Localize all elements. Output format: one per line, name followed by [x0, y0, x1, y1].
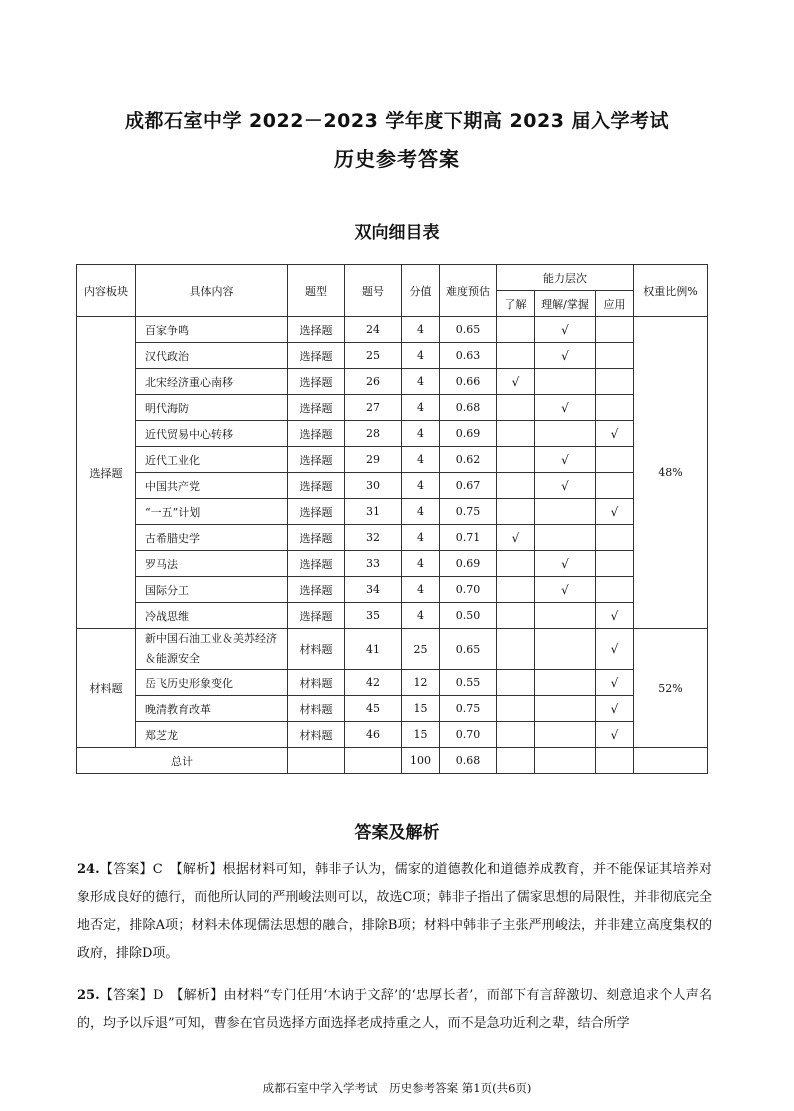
apply-check-cell [596, 447, 634, 473]
type-cell: 选择题 [288, 343, 345, 369]
header-number: 题号 [345, 265, 402, 317]
block-cell: 选择题 [77, 317, 136, 629]
type-cell: 材料题 [288, 629, 345, 670]
apply-check-cell [596, 577, 634, 603]
type-cell: 选择题 [288, 395, 345, 421]
weight-cell: 48% [634, 317, 708, 629]
answers-section-title: 答案及解析 [354, 823, 440, 843]
type-cell: 选择题 [288, 551, 345, 577]
type-cell: 选择题 [288, 499, 345, 525]
page-footer: 成都石室中学入学考试 历史参考答案 第1页(共6页) [262, 1081, 532, 1095]
score-cell: 4 [402, 473, 440, 499]
understand-check-cell [497, 447, 535, 473]
score-cell: 4 [402, 395, 440, 421]
answer-number: 24. [77, 862, 100, 877]
number-cell: 41 [345, 629, 402, 670]
difficulty-cell: 0.50 [440, 603, 497, 629]
weight-cell: 52% [634, 629, 708, 748]
difficulty-cell: 0.63 [440, 343, 497, 369]
header-grasp: 理解/掌握 [535, 291, 596, 317]
number-cell: 24 [345, 317, 402, 343]
difficulty-cell: 0.71 [440, 525, 497, 551]
score-cell: 4 [402, 603, 440, 629]
content-cell: 北宋经济重心南移 [136, 369, 288, 395]
grasp-check-cell: √ [535, 473, 596, 499]
difficulty-cell: 0.75 [440, 499, 497, 525]
grasp-check-cell [535, 603, 596, 629]
header-block: 内容板块 [77, 265, 136, 317]
apply-check-cell: √ [596, 603, 634, 629]
content-cell: 近代工业化 [136, 447, 288, 473]
difficulty-cell: 0.65 [440, 317, 497, 343]
grasp-check-cell [535, 722, 596, 748]
understand-check-cell [497, 722, 535, 748]
understand-check-cell [497, 317, 535, 343]
difficulty-cell: 0.75 [440, 696, 497, 722]
apply-check-cell: √ [596, 670, 634, 696]
apply-check-cell: √ [596, 421, 634, 447]
score-cell: 4 [402, 525, 440, 551]
type-cell: 选择题 [288, 473, 345, 499]
grasp-check-cell [535, 421, 596, 447]
content-cell: 国际分工 [136, 577, 288, 603]
grasp-check-cell [535, 369, 596, 395]
answer-number: 25. [77, 988, 100, 1003]
number-cell: 33 [345, 551, 402, 577]
grasp-check-cell [535, 696, 596, 722]
apply-check-cell: √ [596, 696, 634, 722]
difficulty-cell: 0.70 [440, 577, 497, 603]
table-row [77, 421, 708, 447]
number-cell: 34 [345, 577, 402, 603]
apply-check-cell [596, 551, 634, 577]
score-cell: 12 [402, 670, 440, 696]
apply-check-cell [596, 473, 634, 499]
number-cell: 30 [345, 473, 402, 499]
table-row [77, 317, 708, 343]
understand-check-cell: √ [497, 525, 535, 551]
header-apply: 应用 [596, 291, 634, 317]
grasp-check-cell: √ [535, 343, 596, 369]
apply-check-cell: √ [596, 722, 634, 748]
content-cell: 中国共产党 [136, 473, 288, 499]
score-cell: 4 [402, 551, 440, 577]
answer-text: 【答案】C 【解析】根据材料可知，韩非子认为，儒家的道德教化和道德养成教育，并不能保证其培养对象形成良好的德行，而他所认同的严刑峻法则可以，故选C项；韩非子指出了儒家思想的局限性，并非彻底完全地否定，排除A项；材料未体现儒法思想的融合，排除B项；材料中韩非子主张严刑峻法，并非建立高度集权的政府，排除D项。 [77, 862, 712, 961]
table-row [77, 473, 708, 499]
type-cell: 材料题 [288, 696, 345, 722]
difficulty-cell: 0.67 [440, 473, 497, 499]
total-row [77, 748, 708, 774]
table-row [77, 577, 708, 603]
answer-item [77, 856, 712, 968]
page-title: 成都石室中学 2022－2023 学年度下期高 2023 届入学考试 [124, 110, 670, 132]
apply-check-cell [596, 525, 634, 551]
header-content: 具体内容 [136, 265, 288, 317]
table-row [77, 525, 708, 551]
understand-check-cell [497, 629, 535, 670]
header-understand: 了解 [497, 291, 535, 317]
number-cell: 31 [345, 499, 402, 525]
understand-check-cell [497, 499, 535, 525]
score-cell: 15 [402, 722, 440, 748]
difficulty-cell: 0.69 [440, 551, 497, 577]
number-cell: 42 [345, 670, 402, 696]
score-cell: 15 [402, 696, 440, 722]
table-body [77, 317, 708, 774]
apply-check-cell [596, 395, 634, 421]
score-cell: 4 [402, 369, 440, 395]
grasp-check-cell: √ [535, 317, 596, 343]
difficulty-cell: 0.68 [440, 395, 497, 421]
number-cell: 29 [345, 447, 402, 473]
header-weight: 权重比例% [634, 265, 708, 317]
empty-cell [634, 748, 708, 774]
score-cell: 4 [402, 499, 440, 525]
grasp-check-cell [535, 629, 596, 670]
number-cell: 27 [345, 395, 402, 421]
grasp-check-cell: √ [535, 577, 596, 603]
table-row [77, 722, 708, 748]
number-cell: 32 [345, 525, 402, 551]
table-row [77, 603, 708, 629]
difficulty-cell: 0.62 [440, 447, 497, 473]
content-cell: 新中国石油工业＆美苏经济＆能源安全 [136, 629, 288, 670]
header-score: 分值 [402, 265, 440, 317]
understand-check-cell: √ [497, 369, 535, 395]
table-row [77, 696, 708, 722]
type-cell: 选择题 [288, 525, 345, 551]
answer-text: 【答案】D 【解析】由材料“专门任用‘木讷于文辞’的‘忠厚长者’，而部下有言辞激切、刻意追求个人声名的，均予以斥退”可知，曹参在官员选择方面选择老成持重之人，而不是急功近利之辈，结合所学 [77, 988, 712, 1031]
understand-check-cell [497, 551, 535, 577]
type-cell: 选择题 [288, 447, 345, 473]
difficulty-cell: 0.66 [440, 369, 497, 395]
understand-check-cell [497, 670, 535, 696]
table-row [77, 343, 708, 369]
total-difficulty: 0.68 [440, 748, 497, 774]
header-type: 题型 [288, 265, 345, 317]
type-cell: 选择题 [288, 603, 345, 629]
grasp-check-cell: √ [535, 395, 596, 421]
understand-check-cell [497, 395, 535, 421]
type-cell: 选择题 [288, 317, 345, 343]
difficulty-cell: 0.65 [440, 629, 497, 670]
empty-cell [535, 748, 596, 774]
block-cell: 材料题 [77, 629, 136, 748]
total-label: 总计 [77, 748, 288, 774]
content-cell: 罗马法 [136, 551, 288, 577]
apply-check-cell [596, 369, 634, 395]
two-way-detail-table [76, 264, 708, 774]
page-subtitle: 历史参考答案 [334, 147, 460, 171]
content-cell: 郑芝龙 [136, 722, 288, 748]
header-ability: 能力层次 [497, 265, 634, 291]
apply-check-cell [596, 343, 634, 369]
content-cell: 岳飞历史形象变化 [136, 670, 288, 696]
total-score: 100 [402, 748, 440, 774]
content-cell: “一五”计划 [136, 499, 288, 525]
type-cell: 材料题 [288, 670, 345, 696]
empty-cell [288, 748, 345, 774]
content-cell: 晚清教育改革 [136, 696, 288, 722]
understand-check-cell [497, 473, 535, 499]
number-cell: 46 [345, 722, 402, 748]
table-row [77, 395, 708, 421]
understand-check-cell [497, 577, 535, 603]
table-row [77, 551, 708, 577]
content-cell: 古希腊史学 [136, 525, 288, 551]
content-cell: 近代贸易中心转移 [136, 421, 288, 447]
score-cell: 4 [402, 317, 440, 343]
empty-cell [596, 748, 634, 774]
table-row [77, 369, 708, 395]
number-cell: 35 [345, 603, 402, 629]
difficulty-cell: 0.55 [440, 670, 497, 696]
understand-check-cell [497, 603, 535, 629]
table-row [77, 447, 708, 473]
grasp-check-cell: √ [535, 551, 596, 577]
apply-check-cell: √ [596, 499, 634, 525]
score-cell: 4 [402, 447, 440, 473]
empty-cell [497, 748, 535, 774]
table-row [77, 499, 708, 525]
empty-cell [345, 748, 402, 774]
header-difficulty: 难度预估 [440, 265, 497, 317]
content-cell: 汉代政治 [136, 343, 288, 369]
understand-check-cell [497, 696, 535, 722]
table-title: 双向细目表 [354, 223, 440, 243]
understand-check-cell [497, 421, 535, 447]
content-cell: 明代海防 [136, 395, 288, 421]
score-cell: 4 [402, 421, 440, 447]
score-cell: 4 [402, 577, 440, 603]
type-cell: 选择题 [288, 369, 345, 395]
number-cell: 28 [345, 421, 402, 447]
apply-check-cell [596, 317, 634, 343]
type-cell: 选择题 [288, 577, 345, 603]
number-cell: 25 [345, 343, 402, 369]
content-cell: 冷战思维 [136, 603, 288, 629]
content-cell: 百家争鸣 [136, 317, 288, 343]
table-row [77, 629, 708, 670]
type-cell: 选择题 [288, 421, 345, 447]
grasp-check-cell [535, 670, 596, 696]
table-row [77, 670, 708, 696]
answer-item [77, 982, 712, 1038]
grasp-check-cell: √ [535, 447, 596, 473]
grasp-check-cell [535, 499, 596, 525]
number-cell: 45 [345, 696, 402, 722]
type-cell: 材料题 [288, 722, 345, 748]
understand-check-cell [497, 343, 535, 369]
number-cell: 26 [345, 369, 402, 395]
apply-check-cell: √ [596, 629, 634, 670]
difficulty-cell: 0.70 [440, 722, 497, 748]
score-cell: 25 [402, 629, 440, 670]
score-cell: 4 [402, 343, 440, 369]
grasp-check-cell [535, 525, 596, 551]
difficulty-cell: 0.69 [440, 421, 497, 447]
